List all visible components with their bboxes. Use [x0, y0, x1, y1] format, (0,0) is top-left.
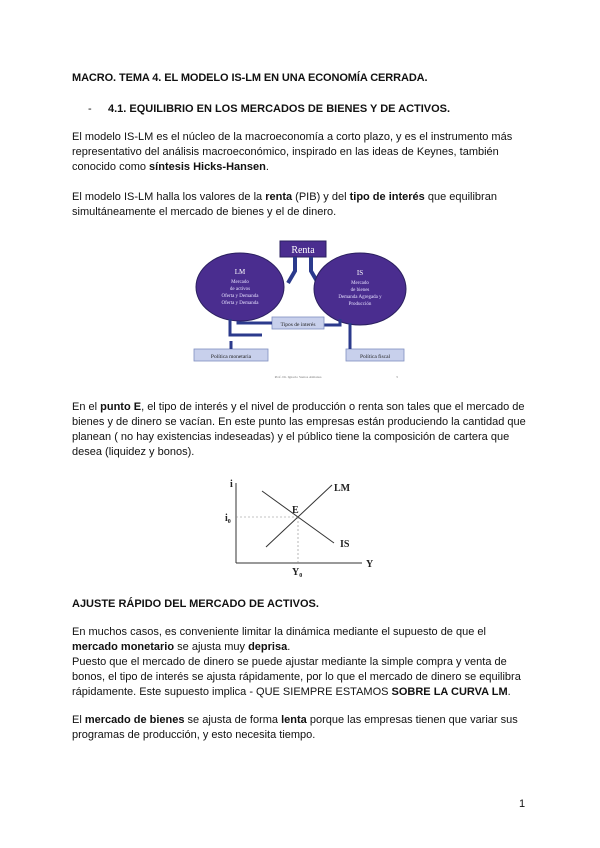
lm-line-4: Oferta y Demanda [221, 301, 259, 306]
point-e-label: E [292, 505, 299, 516]
text-run: . [265, 161, 269, 173]
is-line-2: de bienes [350, 288, 370, 293]
bold-run: síntesis Hicks-Hansen [149, 161, 266, 173]
bold-run: mercado de bienes [84, 714, 185, 726]
text-run: se ajusta muy [174, 641, 249, 653]
text-run: El modelo IS-LM es el núcleo de la macroeconomía a corto plazo, y es el instrumento más representativo del análisis macroeconómico, inspirado en las ideas de Keynes, también conocido como [72, 131, 513, 173]
text-run: En muchos casos, es conveniente limitar la dinámica mediante el supuesto de que el [72, 626, 486, 638]
lm-line-1: Mercado [231, 280, 249, 285]
paragraph-islm [72, 190, 532, 220]
bold-run: SOBRE LA CURVA LM [391, 686, 508, 698]
tipos-label: Tipos de interés [280, 322, 316, 328]
text-run: , el tipo de interés y el nivel de producción o renta son tales que el mercado de bienes y de dinero se vacían. En este punto las empresas están produciendo la cantidad que planean ( no hay existencias indeseadas) y el público tiene la composición de cartera que desea (liquidez y bonos). [72, 401, 526, 458]
lm-line-2: de activos [229, 287, 251, 292]
is-label: IS [340, 539, 350, 550]
is-title: IS [356, 269, 364, 277]
islm-flow-diagram [190, 237, 410, 383]
politica-monetaria-label: Política monetaria [210, 354, 252, 360]
paragraph-point-e [72, 400, 532, 460]
page-number: 1 [519, 798, 526, 810]
text-run: (PIB) y del [292, 191, 350, 203]
lm-line-3: Oferta y Demanda [221, 294, 259, 299]
text-run: que equilibran simultáneamente el mercado de bienes y el de dinero. [72, 191, 497, 218]
bold-run: tipo de interés [349, 191, 425, 203]
y0-main: Y [292, 567, 300, 577]
diagram-footer: Prof. Dr. Ignacio Santos Almansa [274, 375, 322, 379]
i0-label [225, 513, 231, 525]
lm-curve [266, 485, 332, 547]
text-run: El modelo IS-LM halla los valores de la [72, 191, 266, 203]
is-line-1: Mercado [351, 281, 369, 286]
x-axis-label: Y [366, 559, 374, 570]
text-run: El [72, 714, 85, 726]
politica-fiscal-label: Política fiscal [359, 354, 391, 360]
bullet-dash: - [88, 103, 92, 115]
is-line-3: Demanda Agregada y [338, 295, 382, 300]
document-title: MACRO. TEMA 4. EL MODELO IS-LM EN UNA ECONOMÍA CERRADA. [72, 72, 428, 84]
text-run: porque las empresas tienen que variar sus programas de producción, y esto necesita tiempo. [72, 714, 518, 741]
bold-run: deprisa [248, 641, 288, 653]
paragraph-bienes [72, 713, 532, 743]
diagram-footer-num: 3 [396, 375, 398, 379]
bold-run: mercado monetario [72, 641, 175, 653]
paragraph-monetario [72, 625, 532, 700]
y-axis-label: i [230, 479, 233, 490]
lm-title: LM [234, 268, 246, 276]
section-heading-text: 4.1. EQUILIBRIO EN LOS MERCADOS DE BIENES Y DE ACTIVOS. [108, 103, 451, 115]
islm-graph [222, 477, 382, 577]
text-run: se ajusta de forma [184, 714, 282, 726]
bold-run: punto E [100, 401, 142, 413]
bold-run: renta [265, 191, 293, 203]
subheading-ajuste: AJUSTE RÁPIDO DEL MERCADO DE ACTIVOS. [72, 598, 319, 610]
section-heading [88, 103, 450, 115]
is-line-4: Producción [348, 302, 372, 307]
paragraph-intro [72, 130, 532, 175]
text-run: . [507, 686, 511, 698]
text-run: En el [72, 401, 101, 413]
lm-label: LM [334, 483, 351, 494]
y0-label [292, 567, 302, 577]
y0-sub: 0 [299, 573, 303, 577]
renta-label: Renta [291, 245, 315, 256]
i0-sub: 0 [227, 519, 231, 525]
text-run: Puesto que el mercado de dinero se puede ajustar mediante la simple compra y venta de bonos, el tipo de interés se ajusta rápidamente, por lo que el mercado de dinero se equilibra rápidamente. Este supuesto implica - QUE SIEMPRE ESTAMOS [72, 656, 521, 698]
i0-main: i [225, 513, 228, 524]
text-run: . [287, 641, 291, 653]
bold-run: lenta [281, 714, 307, 726]
